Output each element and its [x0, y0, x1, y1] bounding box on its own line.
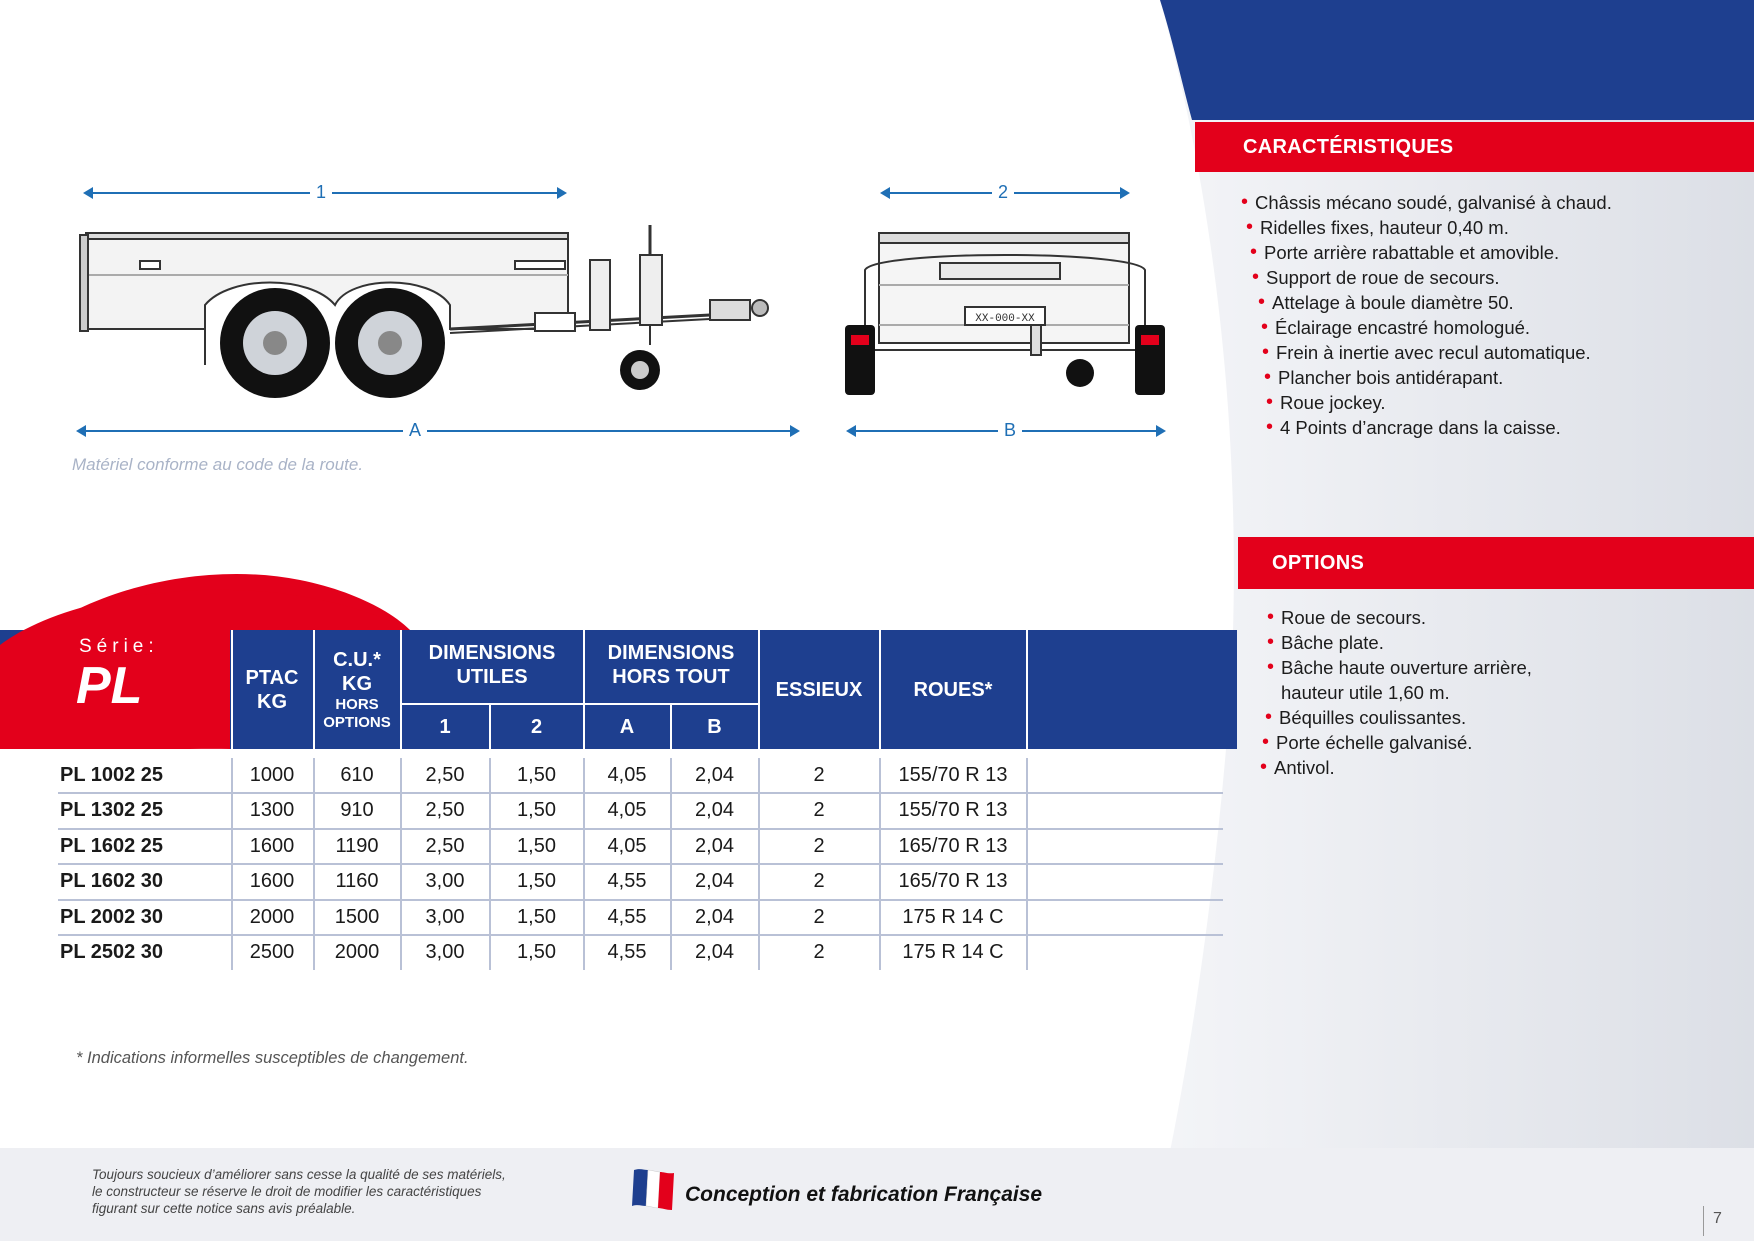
table-cell: 4,05 [607, 764, 647, 786]
table-cell: 1600 [249, 834, 295, 857]
table-cell: 2,50 [425, 834, 465, 857]
compliance-note: Matériel conforme au code de la route. [72, 455, 364, 474]
options-item: • Antivol. [1274, 755, 1335, 780]
header-separator [313, 630, 315, 749]
caracteristiques-item: • Roue jockey. [1280, 390, 1386, 415]
caracteristiques-item: • Éclairage encastré homologué. [1275, 315, 1530, 340]
page-number-divider [1703, 1206, 1704, 1236]
table-cell: 165/70 R 13 [898, 870, 1008, 893]
table-cell: 155/70 R 13 [898, 764, 1008, 786]
header-separator [670, 704, 672, 749]
dimension-line-1 [85, 182, 565, 202]
header-essieux: ESSIEUX [775, 678, 863, 701]
model-cell: PL 1302 25 [60, 799, 164, 822]
model-cell: PL 1602 30 [60, 870, 164, 893]
options-item: • Béquilles coulissantes. [1279, 705, 1466, 730]
header-ptac-line1: PTAC [245, 666, 299, 689]
caracteristiques-item: • Frein à inertie avec recul automatique. [1276, 340, 1591, 365]
header-cu-line2: KG [342, 672, 372, 695]
table-column-divider [313, 758, 315, 970]
table-cell: 2 [813, 870, 825, 893]
table-cell: 4,55 [607, 905, 647, 928]
table-cell: 2 [813, 941, 825, 963]
header-sub-b: B [707, 716, 722, 738]
table-cell: 610 [340, 764, 374, 786]
table-cell: 2 [813, 799, 825, 822]
footer-disclaimer [92, 1166, 506, 1217]
model-cell: PL 1602 25 [60, 834, 164, 857]
caracteristiques-item: • Support de roue de secours. [1266, 265, 1499, 290]
table-cell: 2,04 [695, 941, 734, 963]
caracteristiques-item: • Ridelles fixes, hauteur 0,40 m. [1260, 215, 1509, 240]
disclaimer-line: Toujours soucieux d’améliorer sans cesse la qualité de ses matériels, [92, 1167, 506, 1182]
header-separator [879, 630, 881, 749]
footnote: * Indications informelles susceptibles de changement. [76, 1049, 469, 1067]
options-item: • Bâche plate. [1281, 630, 1384, 655]
table-cell: 2 [813, 834, 825, 857]
table-cell: 155/70 R 13 [898, 799, 1008, 822]
header-cu-line1: C.U.* [333, 648, 381, 671]
header-separator [231, 630, 233, 749]
plate-text: XX-000-XX [975, 313, 1035, 325]
table-cell: 4,05 [607, 799, 647, 822]
model-cell: PL 1002 25 [60, 764, 164, 786]
dimension-line-a [78, 420, 798, 440]
serie-label: Série: [79, 636, 159, 657]
trailer-rear-view [835, 225, 1175, 405]
table-column-divider [879, 758, 881, 970]
caracteristiques-item: • Attelage à boule diamètre 50. [1272, 290, 1514, 315]
header-cu-line4: OPTIONS [323, 713, 391, 731]
table-cell: 4,05 [607, 834, 647, 857]
table-column-divider [1026, 758, 1028, 970]
header-dim-utiles-line1: DIMENSIONS [428, 642, 556, 664]
table-column-divider [583, 758, 585, 970]
table-column-divider [400, 758, 402, 970]
header-dim-hors-tout-line2: HORS TOUT [612, 666, 730, 688]
header-sub-2: 2 [530, 716, 543, 738]
header-separator [758, 630, 760, 749]
table-cell: 2,04 [695, 799, 734, 822]
header-sub-a: A [619, 716, 635, 738]
table-cell: 1,50 [517, 941, 556, 963]
caracteristiques-item: • Porte arrière rabattable et amovible. [1264, 240, 1559, 265]
table-cell: 1000 [249, 764, 295, 786]
table-column-divider [670, 758, 672, 970]
caracteristiques-title: CARACTÉRISTIQUES [1243, 135, 1454, 158]
table-cell: 4,55 [607, 870, 647, 893]
table-cell: 2500 [249, 941, 295, 963]
trailer-side-view [70, 215, 810, 405]
header-roues: ROUES* [913, 678, 993, 701]
dimension-label-b: B [998, 419, 1022, 441]
caracteristiques-item: • Châssis mécano soudé, galvanisé à chaud. [1255, 190, 1612, 215]
dimension-label-a: A [403, 419, 427, 441]
header-ptac-line2: KG [257, 690, 287, 713]
table-cell: 2,50 [425, 799, 465, 822]
options-item: • Porte échelle galvanisé. [1276, 730, 1472, 755]
options-title: OPTIONS [1272, 551, 1365, 574]
made-in-france: Conception et fabrication Française [685, 1183, 1043, 1206]
table-cell: 2000 [249, 905, 295, 928]
header-dim-hors-tout-line1: DIMENSIONS [607, 642, 735, 664]
model-cell: PL 2002 30 [60, 905, 164, 928]
table-cell: 2 [813, 905, 825, 928]
disclaimer-line: figurant sur cette notice sans avis préalable. [92, 1201, 356, 1216]
table-cell: 2,04 [695, 764, 734, 786]
table-cell: 2,50 [425, 764, 465, 786]
table-cell: 2,04 [695, 905, 734, 928]
table-cell: 1600 [249, 870, 295, 893]
header-ptac [232, 630, 312, 749]
header-separator [1026, 630, 1028, 749]
options-item: • Bâche haute ouverture arrière, [1281, 655, 1532, 680]
table-cell: 2,04 [695, 870, 734, 893]
table-cell: 1,50 [517, 905, 556, 928]
table-cell: 910 [340, 799, 374, 822]
page-number: 7 [1713, 1210, 1722, 1227]
header-sub-1: 1 [439, 716, 451, 738]
table-cell: 165/70 R 13 [898, 834, 1008, 857]
table-column-divider [231, 758, 233, 970]
header-separator [400, 630, 402, 749]
header-dim-utiles [401, 630, 583, 700]
header-cu [314, 630, 400, 749]
caracteristiques-item: • Plancher bois antidérapant. [1278, 365, 1503, 390]
table-cell: 1190 [335, 834, 379, 857]
serie-name: PL [76, 657, 143, 715]
table-cell: 175 R 14 C [902, 941, 1004, 963]
table-cell: 175 R 14 C [902, 905, 1004, 928]
table-cell: 1500 [334, 905, 380, 928]
table-cell: 2000 [334, 941, 380, 963]
table-cell: 1,50 [517, 764, 556, 786]
header-separator [583, 630, 585, 749]
options-item: hauteur utile 1,60 m. [1281, 682, 1450, 703]
dimension-line-2 [882, 182, 1128, 202]
table-column-divider [489, 758, 491, 970]
table-cell: 4,55 [607, 941, 647, 963]
dimension-line-b [848, 420, 1164, 440]
header-dim-hors-tout [584, 630, 758, 700]
table-cell: 1300 [249, 799, 295, 822]
table-cell: 1160 [335, 870, 379, 893]
header-hline [400, 703, 758, 705]
france-flag-icon [630, 1164, 680, 1212]
caracteristiques-header [1195, 122, 1754, 172]
table-cell: 3,00 [425, 905, 465, 928]
options-item: • Roue de secours. [1281, 605, 1426, 630]
header-cu-line3: HORS [335, 695, 379, 713]
dimension-label-2: 2 [992, 181, 1014, 203]
header-dim-utiles-line2: UTILES [456, 666, 528, 688]
table-cell: 3,00 [425, 941, 465, 963]
table-cell: 2 [813, 764, 825, 786]
dimension-label-1: 1 [310, 181, 332, 203]
model-cell: PL 2502 30 [60, 941, 164, 963]
disclaimer-line: le constructeur se réserve le droit de modifier les caractéristiques [92, 1184, 482, 1199]
header-separator [489, 704, 491, 749]
table-column-divider [758, 758, 760, 970]
caracteristiques-item: • 4 Points d’ancrage dans la caisse. [1280, 415, 1561, 440]
table-cell: 1,50 [517, 834, 556, 857]
table-cell: 1,50 [517, 799, 556, 822]
table-cell: 1,50 [517, 870, 556, 893]
table-cell: 2,04 [695, 834, 734, 857]
table-cell: 3,00 [425, 870, 465, 893]
options-header [1238, 537, 1754, 589]
